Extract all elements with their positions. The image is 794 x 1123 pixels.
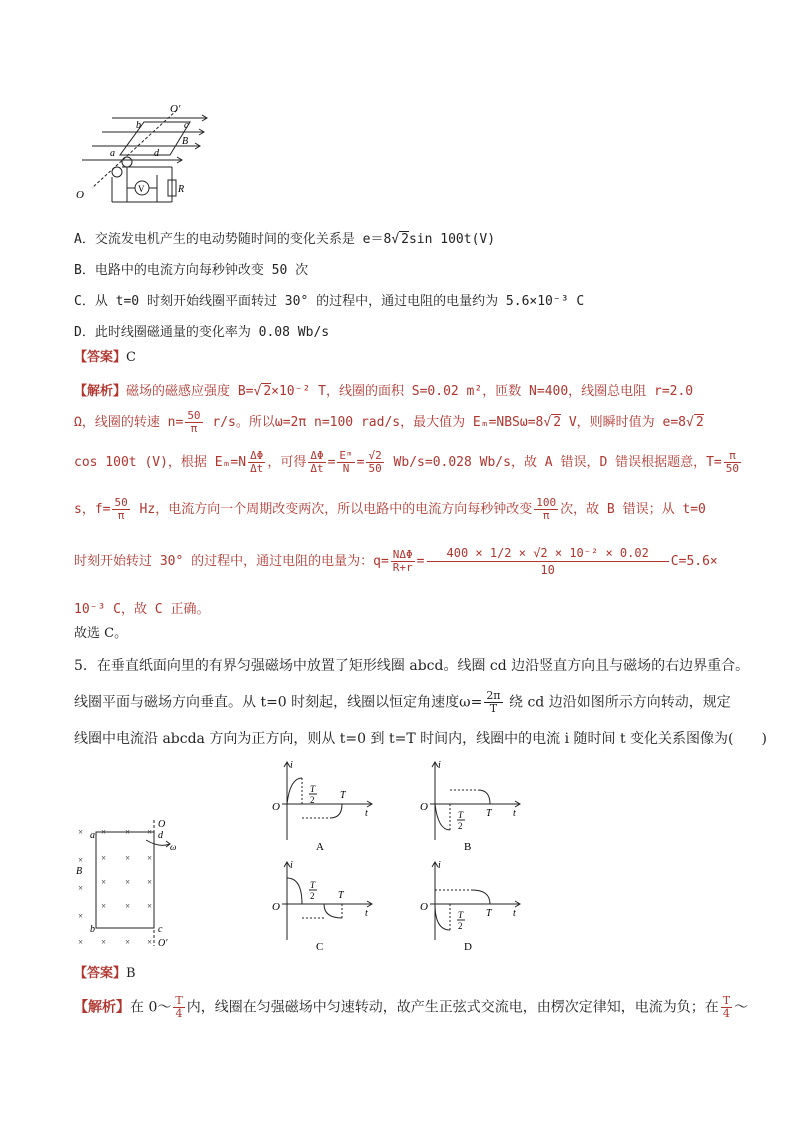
label-b: b <box>136 120 141 131</box>
a5-num1: T <box>175 994 183 1007</box>
frac-T4-2 <box>721 995 732 1020</box>
gA-T: T <box>340 790 346 801</box>
graph-A <box>270 758 380 858</box>
svg-text:×: × <box>125 827 131 837</box>
analysis-4-conclusion: 故选 C。 <box>74 626 128 641</box>
answer-5-tag: 【答案】 <box>74 966 127 981</box>
a4-l2root: 2 <box>553 415 562 430</box>
svg-text:×: × <box>147 937 153 947</box>
gA-i: i <box>290 760 293 771</box>
frac-em-n <box>337 450 354 475</box>
a4-l3num4: √2 <box>368 449 382 462</box>
fig2-b: b <box>90 924 95 935</box>
gB-T: T <box>486 808 492 819</box>
analysis-4-line-2: Ω，线圈的转速 n= $\frac{50}{\pi}$ r/s。所以ω=2π n=100 rad/s，最大值为 Eₘ=NBSω=8√ 2 V，则瞬时值为 e=8√ 2 <box>74 409 704 435</box>
svg-text:×: × <box>125 937 131 947</box>
analysis-4-line-3 <box>74 450 743 475</box>
a4-l3num5: π <box>724 450 741 463</box>
fig2-d: d <box>158 830 163 841</box>
frac-q-value <box>427 545 669 578</box>
a4-l1b: ×10⁻² T，线圈的面积 S=0.02 m²，匝数 N=400，线圈总电阻 r=2.0 <box>271 384 694 399</box>
graph-C <box>270 858 380 958</box>
coil-figure <box>74 818 184 948</box>
frac-omega <box>484 690 502 715</box>
svg-text:×: × <box>78 855 84 865</box>
a4-l4den2: π <box>542 509 550 522</box>
gB-two: 2 <box>458 821 463 831</box>
gA-t: t <box>365 808 368 819</box>
a4-l5bignum: 400 × 1/2 × √2 × 10⁻² × 0.02 <box>427 545 669 562</box>
a4-l3den3: N <box>342 462 350 475</box>
a4-l5b: = <box>416 554 425 569</box>
svg-text:×: × <box>125 877 131 887</box>
a5-den1: 4 <box>175 1007 183 1020</box>
frac-dphi-dt-2 <box>308 450 325 475</box>
gC-T: T <box>338 890 344 901</box>
option-D: D．此时线圈磁通量的变化率为 0.08 Wb/s <box>74 325 330 340</box>
gC-O: O <box>272 901 280 913</box>
gA-two: 2 <box>310 795 315 805</box>
gD-two: 2 <box>458 921 463 931</box>
fig2-B: B <box>76 866 83 877</box>
fig2-omega: ω <box>170 842 177 852</box>
a4-l4b: Hz，电流方向一个周期改变两次，所以电路中的电流方向每秒钟改变 <box>131 502 533 517</box>
svg-text:×: × <box>78 911 84 921</box>
a5-num2: T <box>722 994 731 1007</box>
option-A: A．交流发电机产生的电动势随时间的变化关系是 e＝8√ 2sin 100t(V) <box>74 232 496 247</box>
a4-l4den: π <box>117 509 125 522</box>
q5-l2num: 2π <box>486 689 501 702</box>
a4-l3den1: Δt <box>250 462 264 475</box>
analysis-4-line-6: 10⁻³ C，故 C 正确。 <box>74 602 210 617</box>
a5-b: 内，线圈在匀强磁场中匀速转动，故产生正弦式交流电，由楞次定律知，电流为负；在 <box>186 999 719 1016</box>
label-B: B <box>182 136 189 147</box>
fig2-c: c <box>158 924 163 935</box>
q5-line-3: 线圈中电流沿 abcda 方向为正方向，则从 t=0 到 t=T 时间内，线圈中的电流 i 随时间 t 变化关系图像为( ) <box>74 731 767 747</box>
svg-text:×: × <box>147 901 153 911</box>
fig2-O-prime: O′ <box>158 938 168 948</box>
answer-4 <box>74 346 136 365</box>
gD-half-T: T <box>458 910 464 920</box>
label-c: c <box>184 120 189 131</box>
analysis-4-line-4 <box>74 497 706 522</box>
gB-t: t <box>513 808 516 819</box>
frac-T <box>724 450 741 475</box>
frac-q <box>391 549 415 574</box>
a4-l2num: 50 <box>187 409 201 422</box>
gB-label: B <box>464 841 472 853</box>
gB-O: O <box>420 801 428 813</box>
a4-l1root: 2 <box>263 384 272 399</box>
a4-l2den: π <box>190 422 198 435</box>
a4-l2c: V，则瞬时值为 e=8 <box>561 415 686 430</box>
label-O: O <box>76 189 84 201</box>
svg-text:×: × <box>147 877 153 887</box>
option-A-tail: sin 100t(V) <box>408 232 496 247</box>
a5-a: 在 0～ <box>130 999 172 1016</box>
a4-l5c: C=5.6× <box>670 554 718 569</box>
a4-l4c: 次，故 B 错误；从 t=0 <box>560 502 706 517</box>
answer-4-tag: 【答案】 <box>74 350 127 365</box>
answer-5-value: B <box>126 966 136 981</box>
option-A-root: 2 <box>401 232 409 247</box>
svg-text:×: × <box>101 877 107 887</box>
svg-text:×: × <box>101 901 107 911</box>
gA-O: O <box>272 801 280 813</box>
gA-label: A <box>316 841 324 853</box>
a4-l5bigden: 10 <box>540 563 555 577</box>
q5-line-1: 5．在垂直纸面向里的有界匀强磁场中放置了矩形线圈 abcd。线圈 cd 边沿竖直方向且与磁场的右边界重合。 <box>74 658 750 674</box>
frac-n <box>185 410 202 435</box>
a5-den2: 4 <box>722 1007 730 1020</box>
q5-l2a: 线圈平面与磁场方向垂直。从 t=0 时刻起，线圈以恒定角速度ω= <box>74 694 483 711</box>
frac-root2-50 <box>366 450 383 475</box>
a4-l3b: ，可得 <box>267 455 307 470</box>
a4-l2b: r/s。所以ω=2π n=100 rad/s，最大值为 Eₘ=NBSω=8 <box>204 415 544 430</box>
a5-c: ～ <box>734 999 749 1016</box>
gB-i: i <box>438 760 441 771</box>
q5-line-2 <box>74 690 731 715</box>
q5-l2den: T <box>489 702 498 715</box>
a4-l3num2: ΔΦ <box>310 449 324 462</box>
a4-l3c: = <box>327 455 336 470</box>
graph-D <box>418 858 528 958</box>
analysis-5 <box>74 995 748 1020</box>
a4-l1a: 磁场的磁感应强度 B= <box>126 384 254 399</box>
fig2-a: a <box>90 830 95 841</box>
option-A-text: A．交流发电机产生的电动势随时间的变化关系是 e＝8 <box>74 232 392 247</box>
svg-text:×: × <box>78 883 84 893</box>
frac-T4 <box>173 995 184 1020</box>
analysis-4-line-1: 【解析】磁场的磁感应强度 B=√ 2×10⁻² T，线圈的面积 S=0.02 m²，匝数 N=400，线圈总电阻 r=2.0 <box>74 384 694 399</box>
option-B: B．电路中的电流方向每秒钟改变 50 次 <box>74 263 309 278</box>
gA-half-T: T <box>310 784 316 794</box>
gD-O: O <box>420 901 428 913</box>
label-R: R <box>178 184 185 195</box>
label-a: a <box>110 148 115 159</box>
svg-text:×: × <box>125 901 131 911</box>
q5-l2b: 绕 cd 边沿如图所示方向转动，规定 <box>504 694 731 711</box>
gC-label: C <box>316 941 324 953</box>
a4-l3den5: 50 <box>725 462 739 475</box>
gC-t: t <box>365 908 368 919</box>
a4-l5den: R+r <box>392 561 413 574</box>
svg-text:×: × <box>147 853 153 863</box>
frac-dphi-dt <box>248 450 265 475</box>
svg-text:×: × <box>147 827 153 837</box>
label-d: d <box>154 148 159 159</box>
a4-l3num1: ΔΦ <box>250 449 264 462</box>
a4-l3num3: Eᵐ <box>339 449 353 462</box>
gD-T: T <box>486 908 492 919</box>
svg-text:×: × <box>101 827 107 837</box>
svg-text:×: × <box>78 827 84 837</box>
answer-4-value: C <box>126 350 136 365</box>
gD-label: D <box>464 941 472 953</box>
a4-l2a: Ω，线圈的转速 n= <box>74 415 184 430</box>
analysis-4-tag: 【解析】 <box>74 384 127 399</box>
svg-text:×: × <box>78 937 84 947</box>
generator-figure <box>72 100 222 205</box>
gD-i: i <box>438 860 441 871</box>
analysis-4-line-5 <box>74 545 718 578</box>
gB-half-T: T <box>458 810 464 820</box>
svg-text:×: × <box>125 853 131 863</box>
a4-l4a: s，f= <box>74 502 111 517</box>
answer-5 <box>74 962 136 981</box>
label-V: V <box>138 184 145 194</box>
a4-l3den4: 50 <box>368 462 382 475</box>
fig2-O: O <box>158 819 166 830</box>
gC-two: 2 <box>310 891 315 901</box>
gC-half-T: T <box>310 880 316 890</box>
label-O-prime: O′ <box>170 103 181 115</box>
a4-l3den2: Δt <box>310 462 324 475</box>
svg-text:×: × <box>101 937 107 947</box>
a4-l4num2: 100 <box>536 496 557 509</box>
frac-100 <box>534 497 558 522</box>
a4-l2root2: 2 <box>695 415 704 430</box>
analysis-5-tag: 【解析】 <box>74 999 130 1016</box>
a4-l5a: 时刻开始转过 30° 的过程中，通过电阻的电量为：q= <box>74 554 389 569</box>
a4-l3a: cos 100t (V)，根据 Eₘ=N <box>74 455 247 470</box>
a4-l3e: Wb/s=0.028 Wb/s，故 A 错误，D 错误根据题意，T= <box>385 455 722 470</box>
graph-B <box>418 758 528 858</box>
a4-l5num: NΔΦ <box>392 548 413 561</box>
a4-l4num: 50 <box>114 496 128 509</box>
gC-i: i <box>290 860 293 871</box>
gD-t: t <box>513 908 516 919</box>
frac-f <box>112 497 129 522</box>
option-C: C．从 t=0 时刻开始线圈平面转过 30° 的过程中，通过电阻的电量约为 5.6×10⁻³ C <box>74 294 585 309</box>
svg-text:×: × <box>101 853 107 863</box>
a4-l3d: = <box>356 455 365 470</box>
